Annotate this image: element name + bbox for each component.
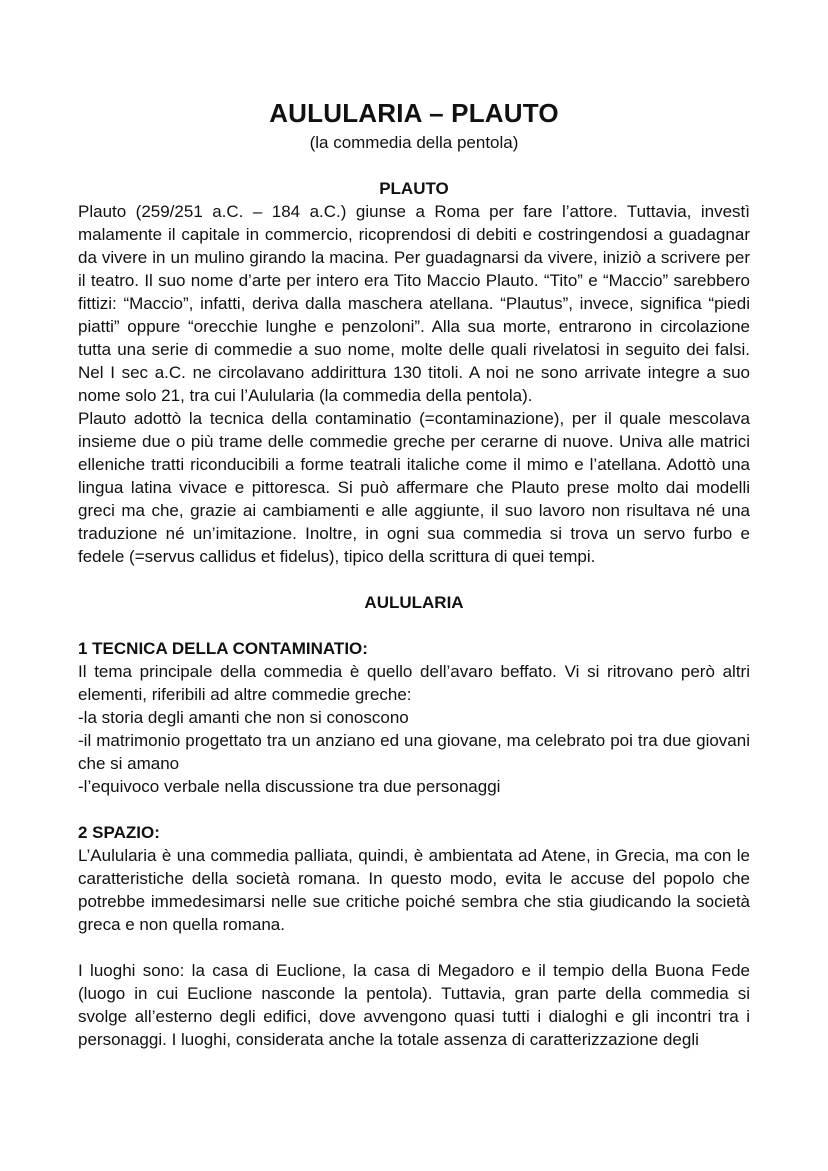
document-subtitle: (la commedia della pentola) <box>309 133 519 152</box>
spazio-paragraph-1: L’Aulularia è una commedia palliata, quindi, è ambientata ad Atene, in Grecia, ma con le caratteristiche della società romana. In questo modo, evita le accuse del popolo che potrebbe immedesimarsi nelle sue critiche poiché sembra che stia giudicando la società greca e non quella romana. <box>78 846 750 934</box>
tecnica-intro-paragraph: Il tema principale della commedia è quello dell’avaro beffato. Vi si ritrovano però altri elementi, riferibili ad altre commedie greche: <box>78 662 750 704</box>
plauto-paragraph-1: Plauto (259/251 a.C. – 184 a.C.) giunse a Roma per fare l’attore. Tuttavia, investì malamente il capitale in commercio, ricoprendosi di debiti e costringendosi a guadagnar da vivere in un mulino girando la macina. Per guadagnarsi da vivere, iniziò a scrivere per il teatro. Il suo nome d’arte per intero era Tito Maccio Plauto. “Tito” e “Maccio” sarebbero fittizi: “Maccio”, infatti, deriva dalla maschera atellana. “Plautus”, invece, significa “piedi piatti” oppure “orecchie lunghe e penzoloni”. Alla sua morte, entrarono in circolazione tutta una serie di commedie a suo nome, molte delle quali rivelatosi in seguito dei falsi. Nel I sec a.C. ne circolavano addirittura 130 titoli. A noi ne sono arrivate integre a suo nome solo 21, tra cui l’Aulularia (la commedia della pentola). <box>78 202 750 405</box>
subsection-spazio-heading: 2 SPAZIO: <box>78 823 160 842</box>
subsection-tecnica-heading: 1 TECNICA DELLA CONTAMINATIO: <box>78 639 368 658</box>
section-aulularia <box>78 591 750 1051</box>
tecnica-list-item-3: -l’equivoco verbale nella discussione tra due personaggi <box>78 777 501 796</box>
spazio-paragraph-2: I luoghi sono: la casa di Euclione, la casa di Megadoro e il tempio della Buona Fede (luogo in cui Euclione nasconde la pentola). Tuttavia, gran parte della commedia si svolge all’esterno degli edifici, dove avvengono quasi tutti i dialoghi e gli incontri tra i personaggi. I luoghi, considerata anche la totale assenza di caratterizzazione degli <box>78 961 750 1049</box>
plauto-paragraph-2: Plauto adottò la tecnica della contaminatio (=contaminazione), per il quale mescolava insieme due o più trame delle commedie greche per cerarne di nuove. Univa alle matrici elleniche tratti riconducibili a forme teatrali italiche come il mimo e l’atellana. Adottò una lingua latina vivace e pittoresca. Si può affermare che Plauto prese molto dai modelli greci ma che, grazie ai cambiamenti e alle aggiunte, il suo lavoro non risultava né una traduzione né un’imitazione. Inoltre, in ogni sua commedia si trova un servo furbo e fedele (=servus callidus et fidelus), tipico della scrittura di quei tempi. <box>78 409 750 566</box>
section-aulularia-heading: AULULARIA <box>364 593 464 612</box>
section-plauto <box>78 177 750 568</box>
tecnica-list-item-2: -il matrimonio progettato tra un anziano ed una giovane, ma celebrato poi tra due giovani che si amano <box>78 731 750 773</box>
document-title: AULULARIA – PLAUTO <box>269 98 559 128</box>
tecnica-list-item-1: -la storia degli amanti che non si conoscono <box>78 708 409 727</box>
section-plauto-heading: PLAUTO <box>379 179 449 198</box>
